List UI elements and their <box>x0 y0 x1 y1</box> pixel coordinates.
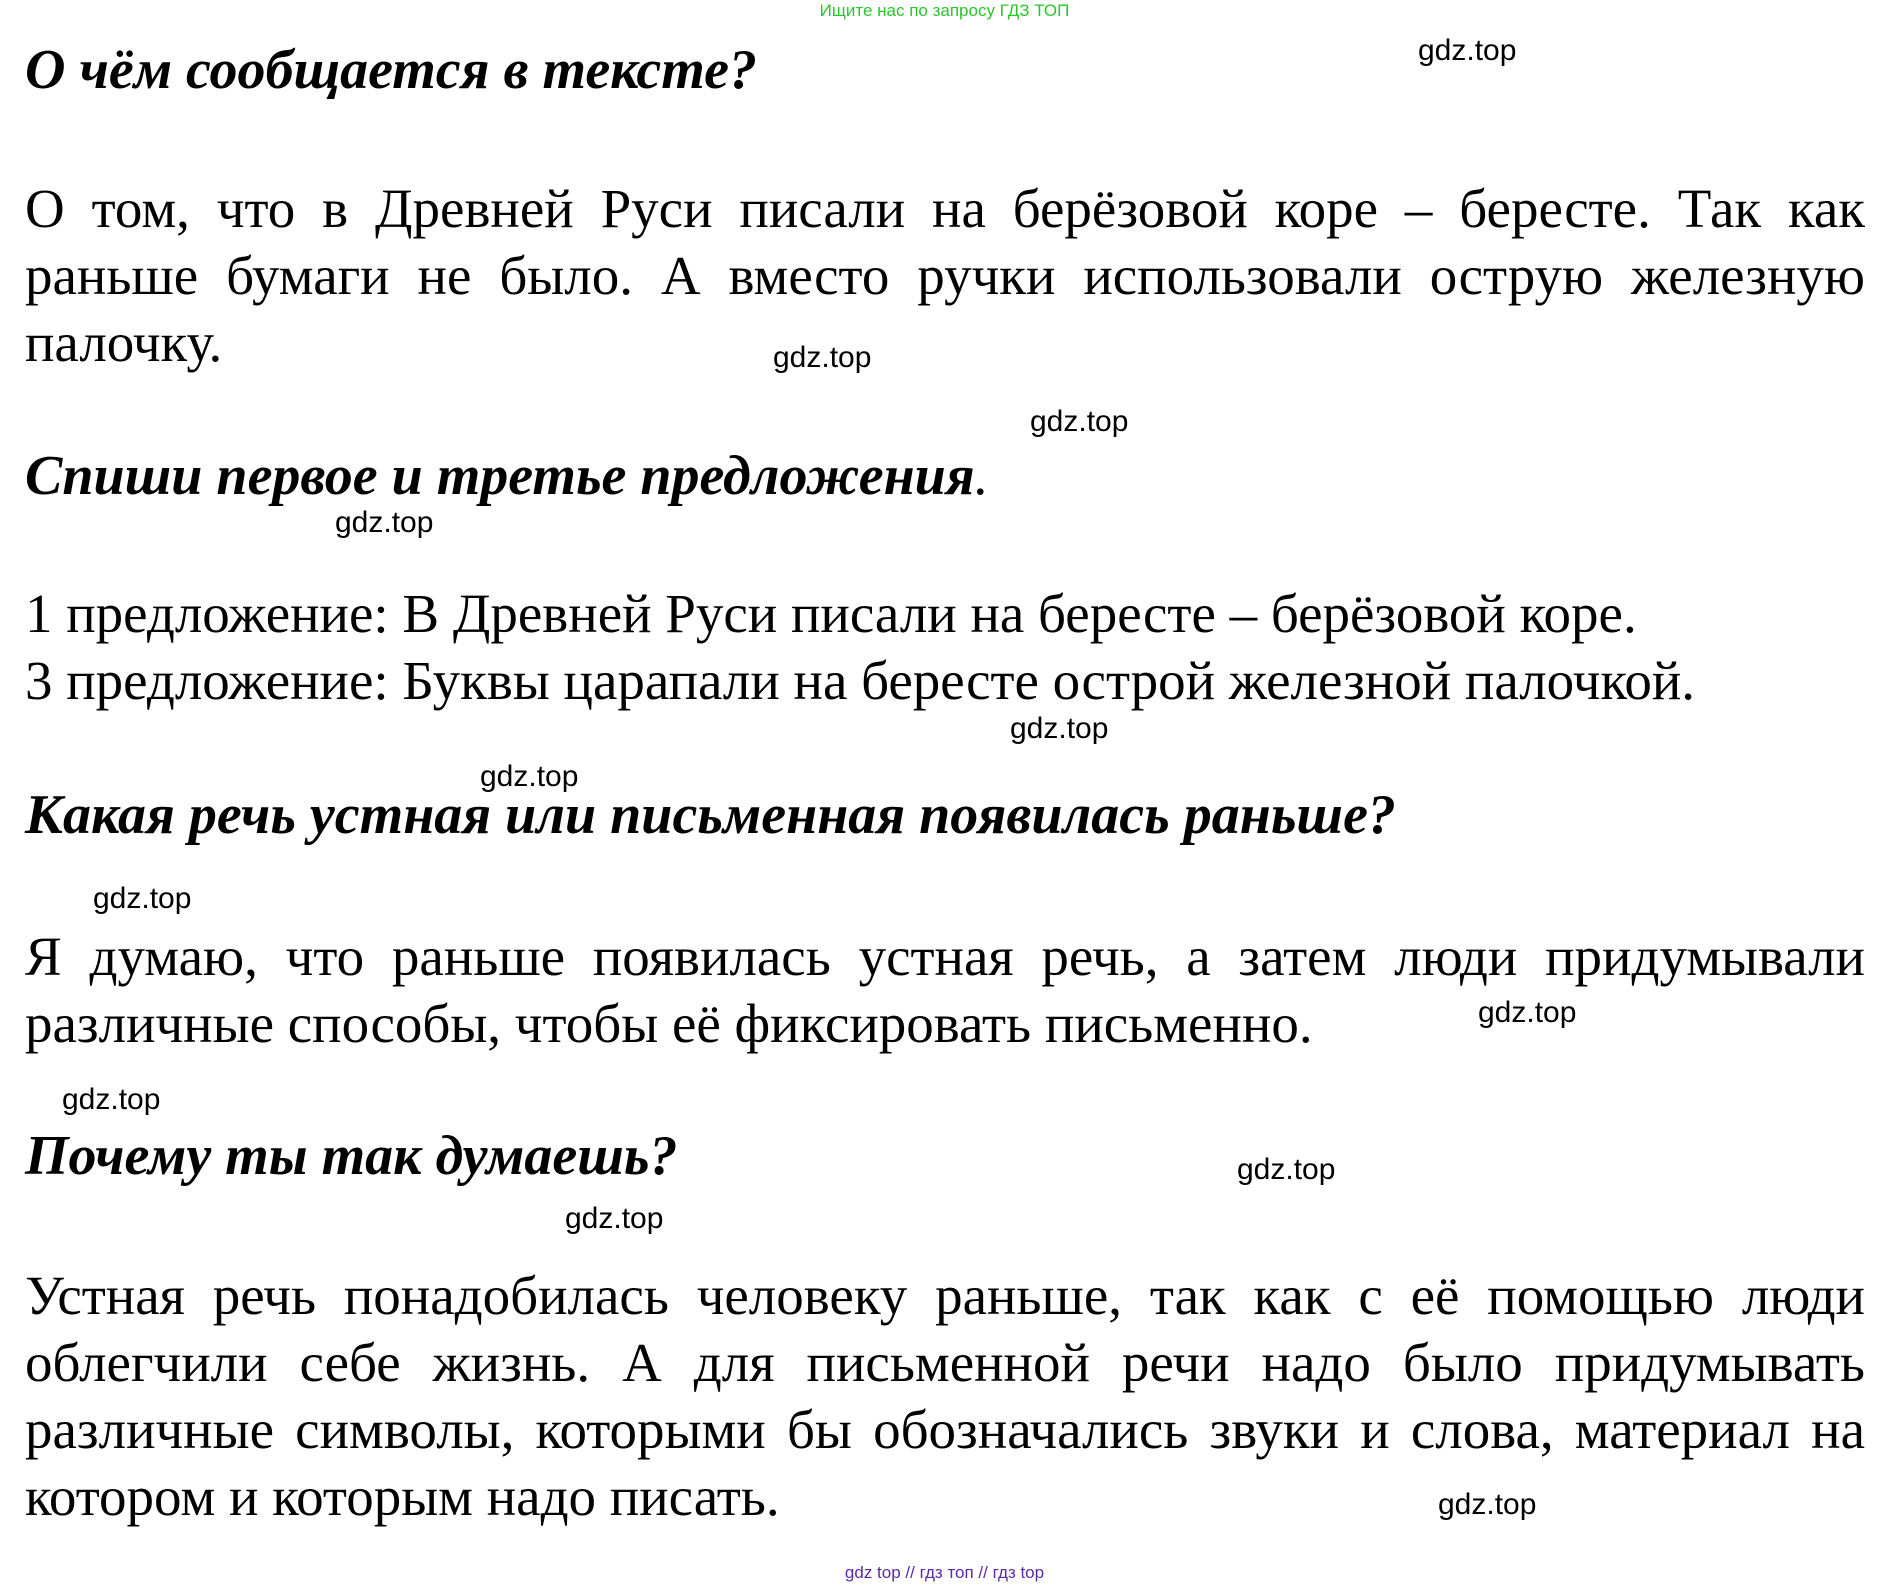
watermark: gdz.top <box>1237 1153 1336 1186</box>
section-4-heading-text: Почему ты так думаешь? <box>25 1125 678 1187</box>
watermark: gdz.top <box>335 506 434 539</box>
sentence-3-line: 3 предложение: Буквы царапали на бересте острой железной палочкой. <box>25 650 1696 711</box>
section-3-heading-text: Какая речь устная или письменная появилась раньше? <box>25 784 1396 846</box>
section-1-answer: О том, что в Древней Руси писали на берёзовой коре – бересте. Так как раньше бумаги не было. А вместо ручки использовали острую железную палочку. <box>25 178 1865 373</box>
section-2-heading-text: Спиши первое и третье предложения <box>25 445 975 507</box>
section-1-heading <box>25 40 757 100</box>
top-banner: Ищите нас по запросу ГДЗ ТОП <box>819 1 1070 20</box>
sentence-1-line: 1 предложение: В Древней Руси писали на бересте – берёзовой коре. <box>25 583 1637 644</box>
section-2-heading-tail: . <box>974 445 989 507</box>
watermark: gdz.top <box>773 341 872 374</box>
section-2-heading <box>25 446 989 506</box>
section-3-heading <box>25 785 1396 845</box>
watermark: gdz.top <box>93 882 192 915</box>
watermark: gdz.top <box>1418 34 1517 67</box>
section-3-answer: Я думаю, что раньше появилась устная речь, а затем люди придумывали различные способы, чтобы её фиксировать письменно. <box>25 926 1865 1054</box>
section-1-heading-text: О чём сообщается в тексте? <box>25 39 757 101</box>
footer-banner: gdz top // гдз топ // гдз top <box>844 1563 1045 1582</box>
section-4-heading <box>25 1126 678 1186</box>
section-2-answer <box>25 580 1865 714</box>
watermark: gdz.top <box>1478 996 1577 1029</box>
section-4-answer: Устная речь понадобилась человеку раньше, так как с её помощью люди облегчили себе жизнь. А для письменной речи надо было придумывать различные символы, которыми бы обозначались звуки и слова, материал на котором и которым надо писать. <box>25 1265 1865 1527</box>
watermark: gdz.top <box>1010 712 1109 745</box>
watermark: gdz.top <box>480 760 579 793</box>
watermark: gdz.top <box>62 1083 161 1116</box>
watermark: gdz.top <box>565 1202 664 1235</box>
watermark: gdz.top <box>1030 405 1129 438</box>
watermark: gdz.top <box>1438 1488 1537 1521</box>
